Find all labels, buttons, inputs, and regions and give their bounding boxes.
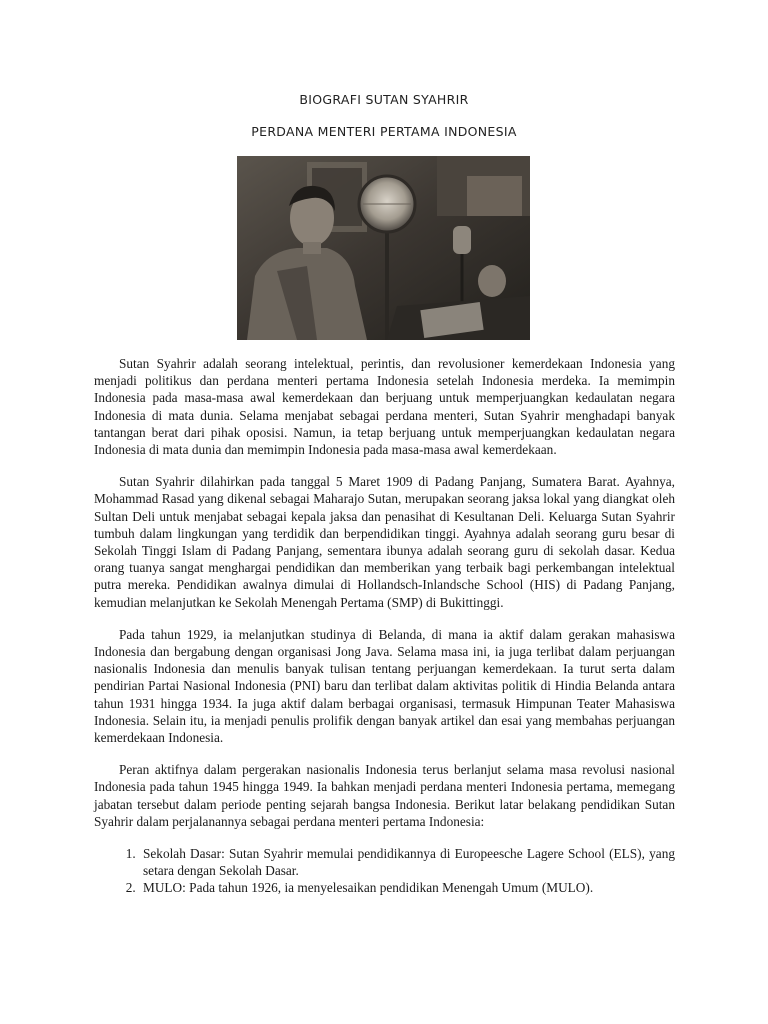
portrait-photo — [237, 156, 530, 340]
list-item: 2. MULO: Pada tahun 1926, ia menyelesaikan pendidikan Menengah Umum (MULO). — [139, 879, 675, 896]
list-item: 1. Sekolah Dasar: Sutan Syahrir memulai pendidikannya di Europeesche Lagere School (ELS), yang setara dengan Sekolah Dasar. — [139, 845, 675, 879]
paragraph: Pada tahun 1929, ia melanjutkan studinya di Belanda, di mana ia aktif dalam gerakan mahasiswa Indonesia dan bergabung dengan organisasi Jong Java. Selama masa ini, ia juga terlibat dalam perjuangan nasionalis Indonesia dan menulis banyak tulisan tentang perjuangan kemerdekaan. Ia turut serta dalam pendirian Partai Nasional Indonesia (PNI) baru dan terlibat dalam aktivitas politik di Hindia Belanda antara tahun 1931 hingga 1934. Ia juga aktif dalam berbagai organisasi, termasuk Himpunan Teater Mahasiswa Indonesia. Selain itu, ia menjadi penulis prolifik dengan banyak artikel dan esai yang membahas perjuangan kemerdekaan Indonesia. — [94, 626, 675, 746]
body-text — [94, 355, 675, 897]
education-list — [94, 845, 675, 897]
paragraph: Sutan Syahrir dilahirkan pada tanggal 5 Maret 1909 di Padang Panjang, Sumatera Barat. Ayahnya, Mohammad Rasad yang dikenal sebagai Maharajo Sutan, merupakan seorang jaksa lokal yang diangkat oleh Sultan Deli untuk menjabat sebagai kepala jaksa dan penasihat di Kesultanan Deli. Keluarga Sutan Syahrir tumbuh dalam lingkungan yang terdidik dan berpendidikan tinggi. Ayahnya adalah seorang guru besar di Sekolah Tinggi Islam di Padang Panjang, sementara ibunya adalah seorang guru di sekolah dasar. Kedua orang tuanya sangat menghargai pendidikan dan memberikan yang terbaik bagi perkembangan intelektual putra mereka. Pendidikan awalnya dimulai di Hollandsch-Inlandsche School (HIS) di Padang Panjang, kemudian melanjutkan ke Sekolah Menengah Pertama (SMP) di Bukittinggi. — [94, 474, 675, 610]
paragraph: Sutan Syahrir adalah seorang intelektual, perintis, dan revolusioner kemerdekaan Indonesia yang menjadi politikus dan perdana menteri pertama Indonesia setelah Indonesia merdeka. Ia memimpin Indonesia pada masa-masa awal kemerdekaan dan berjuang untuk memperjuangkan kedaulatan negara Indonesia di mata dunia. Selama menjabat sebagai perdana menteri, Sutan Syahrir menghadapi banyak tantangan berat dari pihak oposisi. Namun, ia tetap berjuang untuk memperjuangkan kedaulatan negara Indonesia di mata dunia dan memimpin Indonesia pada masa-masa awal kemerdekaan. — [94, 356, 675, 458]
document-subtitle: PERDANA MENTERI PERTAMA INDONESIA — [251, 124, 517, 139]
document-title: BIOGRAFI SUTAN SYAHRIR — [299, 92, 469, 107]
paragraph: Peran aktifnya dalam pergerakan nasionalis Indonesia terus berlanjut selama masa revolusi nasional Indonesia pada tahun 1945 hingga 1949. Ia bahkan menjadi perdana menteri Indonesia pertama, memegang jabatan tersebut dalam periode penting sejarah bangsa Indonesia. Berikut latar belakang pendidikan Sutan Syahrir dalam perjalanannya sebagai perdana menteri pertama Indonesia: — [94, 762, 675, 829]
